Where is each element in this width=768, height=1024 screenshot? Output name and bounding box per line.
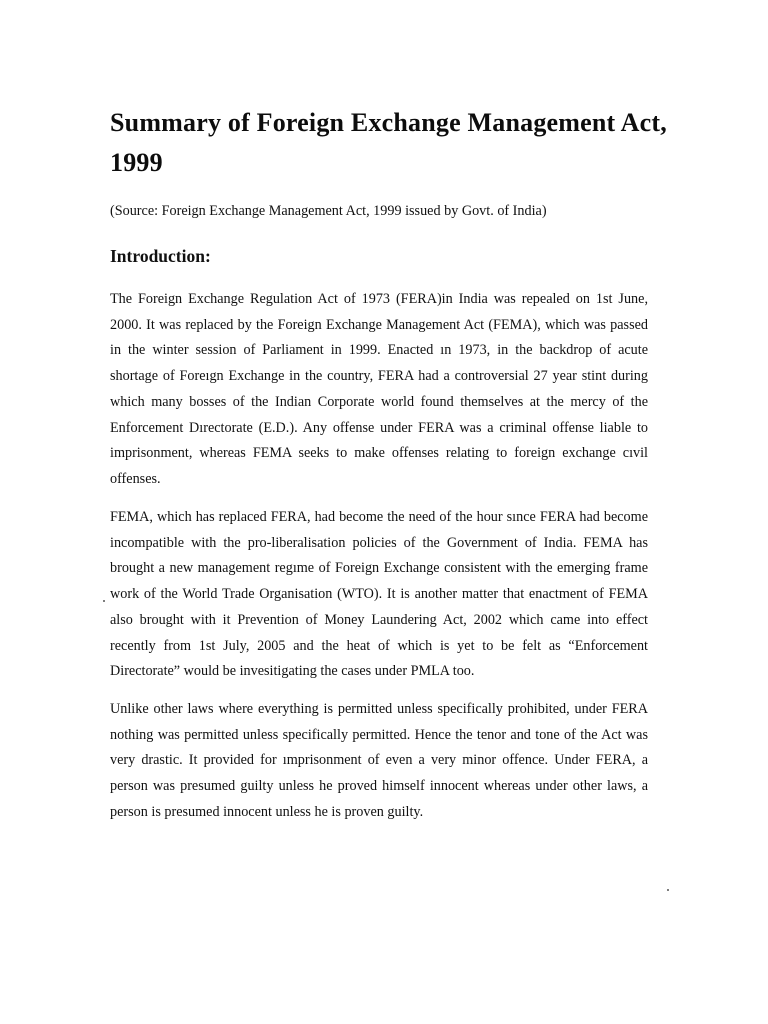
- scan-speck: [103, 600, 105, 602]
- source-note: (Source: Foreign Exchange Management Act, 1999 issued by Govt. of India): [110, 203, 547, 219]
- paragraph: The Foreign Exchange Regulation Act of 1973 (FERA)in India was repealed on 1st June, 2000. It was replaced by the Foreign Exchange Management Act (FEMA), which was passed in the winter session of Parliament in 1999. Enacted ın 1973, in the backdrop of acute shortage of Foreıgn Exchange in the country, FERA had a controversial 27 year stint during which many bosses of the Indian Corporate world found themselves at the mercy of the Enforcement Dırectorate (E.D.). Any offense under FERA was a criminal offense liable to imprisonment, whereas FEMA seeks to make offenses relating to foreign exchange cıvil offenses.: [110, 291, 648, 487]
- paragraph: Unlike other laws where everything is permitted unless specifically prohibited, under FERA nothing was permitted unless specifically permitted. Hence the tenor and tone of the Act was very drastic. It provided for ımprisonment of even a very minor offence. Under FERA, a person was presumed guilty unless he proved himself innocent whereas under other laws, a person is presumed innocent unless he is proven guilty.: [110, 701, 648, 820]
- scan-speck: [667, 889, 669, 891]
- document-title: Summary of Foreign Exchange Management Act, 1999: [110, 108, 667, 177]
- paragraph: FEMA, which has replaced FERA, had become the need of the hour sınce FERA had become incompatible with the pro-liberalisation policies of the Government of India. FEMA has brought a new management regıme of Foreign Exchange consistent with the emerging frame work of the World Trade Organisation (WTO). It is another matter that enactment of FEMA also brought with it Prevention of Money Laundering Act, 2002 which came into effect recently from 1st July, 2005 and the heat of which is yet to be felt as “Enforcement Directorate” would be invesitigating the cases under PMLA too.: [110, 509, 648, 680]
- section-heading: Introduction:: [110, 246, 211, 266]
